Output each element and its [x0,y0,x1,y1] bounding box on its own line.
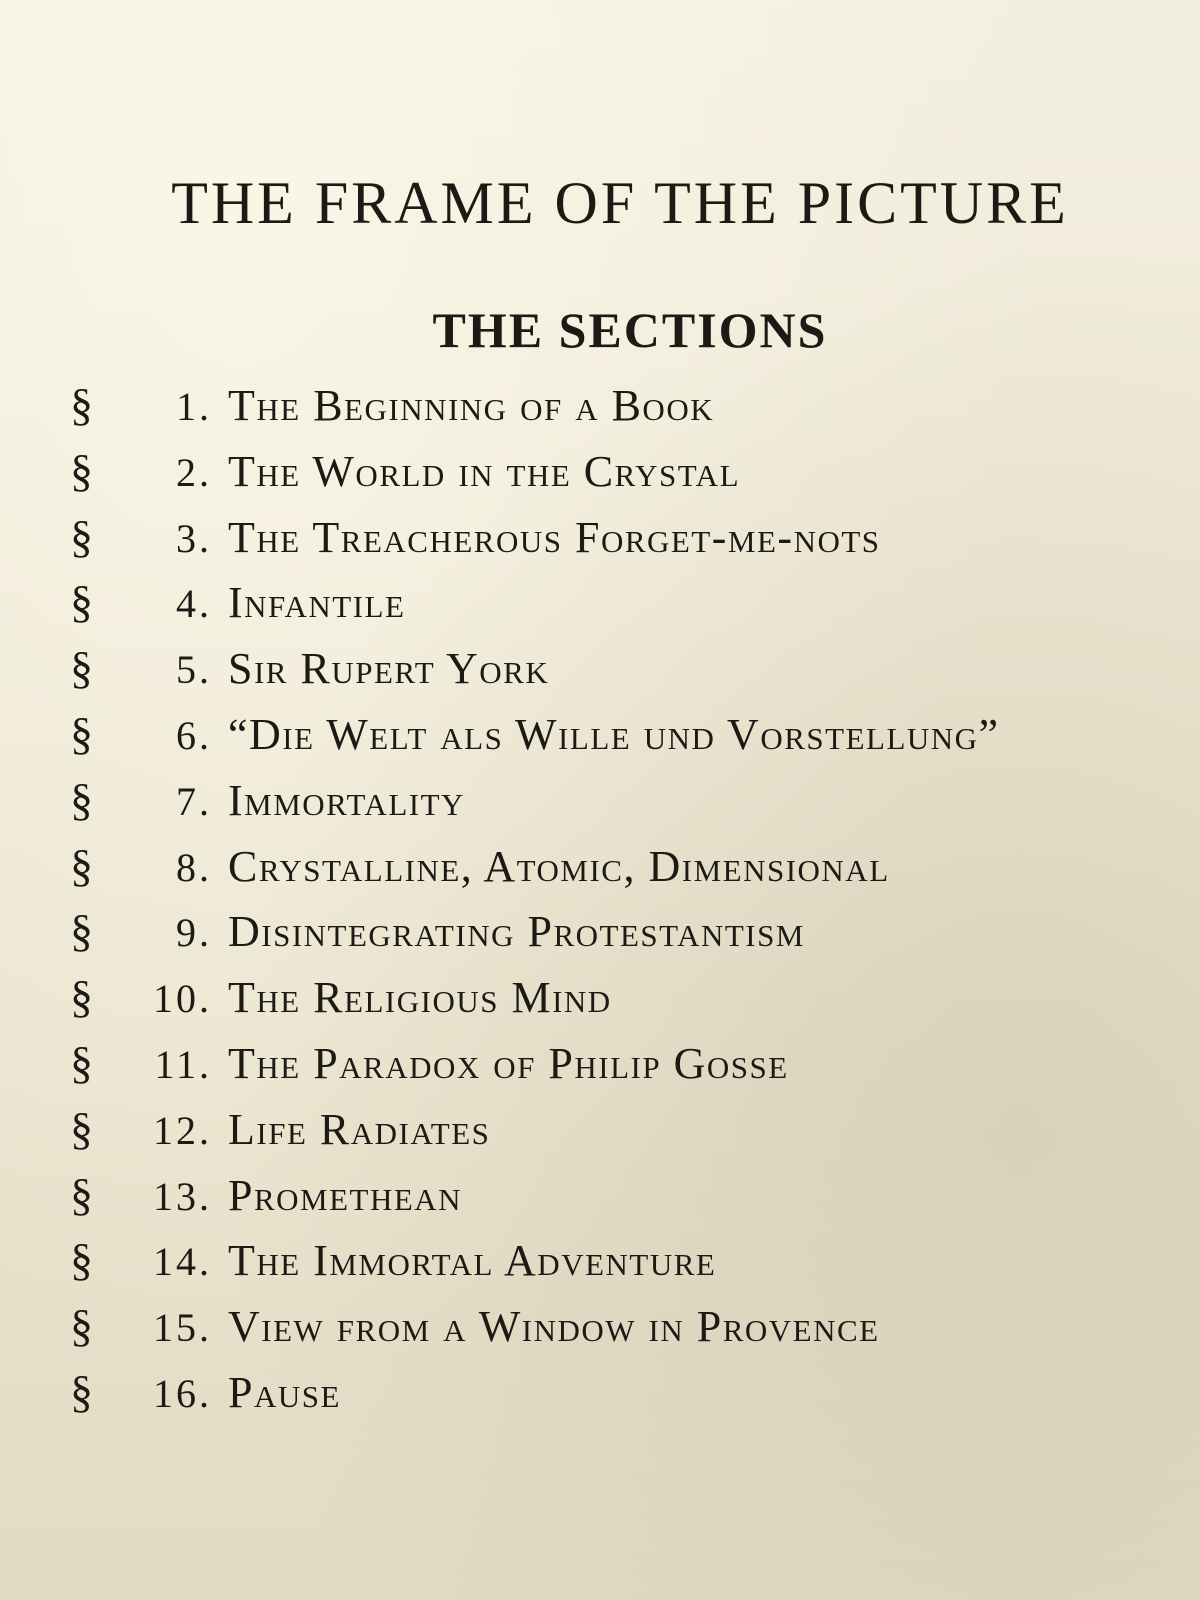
section-title: The Immortal Adventure [228,1236,717,1286]
section-number: 15. [153,1305,212,1351]
section-title: Pause [228,1367,341,1417]
toc-entry [70,378,1195,444]
section-number: 1. [176,384,212,429]
toc-entry [70,970,1195,1036]
toc-entry [70,575,1195,641]
section-title: Promethean [228,1170,463,1220]
section-mark: § [70,1168,93,1220]
toc-entry [70,1036,1195,1102]
section-title: The Beginning of a Book [228,381,715,430]
section-number: 5. [176,647,212,693]
toc-entry [70,1168,1195,1234]
page-title: THE FRAME OF THE PICTURE [171,170,1069,236]
section-number: 10. [153,976,212,1022]
section-number: 7. [176,778,212,824]
section-title: The Paradox of Philip Gosse [228,1038,789,1088]
section-title: Infantile [228,578,406,628]
section-title: Life Radiates [228,1104,491,1154]
section-mark: § [70,839,93,891]
toc-entry [70,1299,1195,1365]
section-number: 11. [154,1041,212,1087]
section-title: View from a Window in Provence [228,1302,880,1352]
toc-entry [70,904,1195,970]
toc-entry [70,707,1195,773]
section-mark: § [70,379,93,430]
section-number: 6. [176,712,212,758]
section-title: The Treacherous Forget-me-nots [228,512,881,562]
toc-entry [70,1102,1195,1168]
toc-entry [70,444,1195,510]
section-mark: § [70,1234,93,1286]
section-mark: § [70,707,93,759]
section-title: Sir Rupert York [228,644,550,694]
section-mark: § [70,510,93,562]
section-mark: § [70,1102,93,1154]
toc-entry [70,839,1195,905]
section-title: Disintegrating Protestantism [228,907,805,957]
sections-heading: THE SECTIONS [432,302,828,358]
section-number: 9. [176,910,212,956]
toc-entry [70,1233,1195,1299]
section-number: 13. [153,1173,212,1219]
table-of-contents [70,378,1195,1431]
section-number: 2. [176,449,212,495]
toc-entry [70,641,1195,707]
section-mark: § [70,1365,93,1417]
section-title: Crystalline, Atomic, Dimensional [228,841,890,891]
section-number: 16. [153,1370,212,1416]
section-mark: § [70,905,93,957]
section-mark: § [70,971,93,1023]
toc-entry [70,510,1195,576]
section-number: 8. [176,844,212,890]
section-title: The Religious Mind [228,973,612,1023]
section-number: 4. [176,581,212,627]
section-title: Immortality [228,775,465,825]
section-mark: § [70,444,93,496]
toc-entry [70,1365,1195,1431]
section-mark: § [70,1036,93,1088]
section-mark: § [70,1300,93,1352]
section-mark: § [70,773,93,825]
section-mark: § [70,642,93,694]
section-number: 12. [153,1107,212,1153]
section-number: 3. [176,515,212,561]
section-title: The World in the Crystal [228,446,741,496]
section-title: “Die Welt als Wille und Vorstellung” [228,709,1000,759]
section-number: 14. [153,1239,212,1285]
toc-entry [70,773,1195,839]
section-mark: § [70,576,93,628]
